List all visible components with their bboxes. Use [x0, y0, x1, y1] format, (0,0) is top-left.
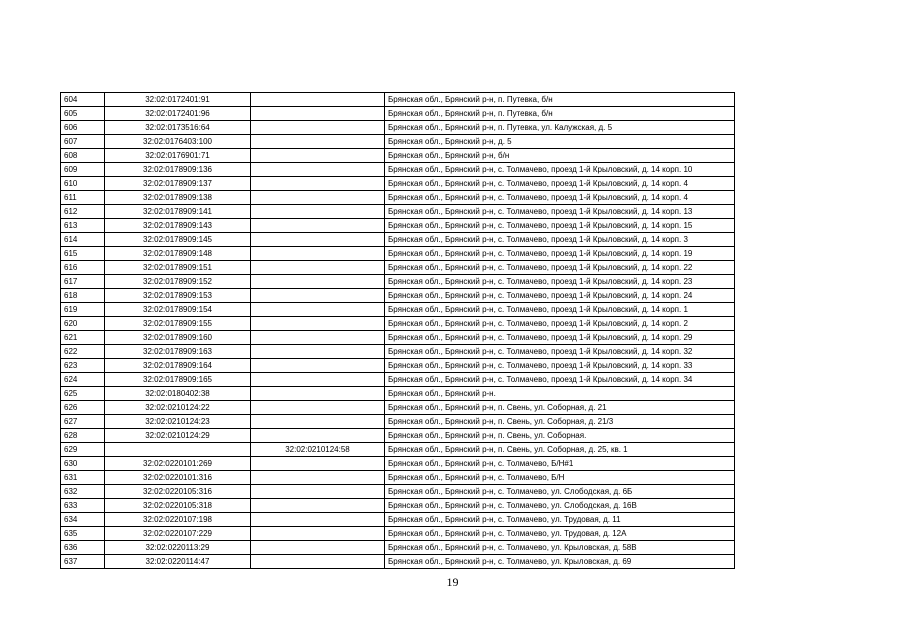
cadastral-number-cell: 32:02:0210124:23: [105, 415, 251, 429]
cadastral-number-cell: 32:02:0220101:316: [105, 471, 251, 485]
row-number-cell: 608: [61, 149, 105, 163]
secondary-cadastral-number-cell: [251, 499, 385, 513]
address-cell: Брянская обл., Брянский р-н, п. Путевка, ул. Калужская, д. 5: [385, 121, 735, 135]
table-row: [61, 429, 735, 443]
address-cell: Брянская обл., Брянский р-н, с. Толмачево, Б/Н#1: [385, 457, 735, 471]
cadastral-number-cell: 32:02:0178909:163: [105, 345, 251, 359]
row-number-cell: 606: [61, 121, 105, 135]
address-cell: Брянская обл., Брянский р-н, с. Толмачево, проезд 1-й Крыловский, д. 14 корп. 23: [385, 275, 735, 289]
table-row: [61, 275, 735, 289]
table-row: [61, 443, 735, 457]
registry-table-body: [61, 93, 735, 569]
address-cell: Брянская обл., Брянский р-н, с. Толмачево, проезд 1-й Крыловский, д. 14 корп. 22: [385, 261, 735, 275]
row-number-cell: 627: [61, 415, 105, 429]
table-row: [61, 191, 735, 205]
row-number-cell: 610: [61, 177, 105, 191]
table-row: [61, 485, 735, 499]
cadastral-number-cell: 32:02:0220113:29: [105, 541, 251, 555]
cadastral-number-cell: 32:02:0178909:148: [105, 247, 251, 261]
address-cell: Брянская обл., Брянский р-н, с. Толмачево, ул. Слободская, д. 16В: [385, 499, 735, 513]
address-cell: Брянская обл., Брянский р-н, с. Толмачево, проезд 1-й Крыловский, д. 14 корп. 24: [385, 289, 735, 303]
address-cell: Брянская обл., Брянский р-н, с. Толмачево, проезд 1-й Крыловский, д. 14 корп. 32: [385, 345, 735, 359]
row-number-cell: 635: [61, 527, 105, 541]
address-cell: Брянская обл., Брянский р-н, с. Толмачево, проезд 1-й Крыловский, д. 14 корп. 33: [385, 359, 735, 373]
row-number-cell: 633: [61, 499, 105, 513]
table-row: [61, 247, 735, 261]
cadastral-number-cell: 32:02:0210124:22: [105, 401, 251, 415]
secondary-cadastral-number-cell: [251, 359, 385, 373]
row-number-cell: 637: [61, 555, 105, 569]
table-row: [61, 415, 735, 429]
secondary-cadastral-number-cell: [251, 485, 385, 499]
row-number-cell: 605: [61, 107, 105, 121]
cadastral-number-cell: [105, 443, 251, 457]
cadastral-number-cell: 32:02:0220107:198: [105, 513, 251, 527]
row-number-cell: 614: [61, 233, 105, 247]
secondary-cadastral-number-cell: [251, 541, 385, 555]
secondary-cadastral-number-cell: [251, 387, 385, 401]
address-cell: Брянская обл., Брянский р-н, с. Толмачево, проезд 1-й Крыловский, д. 14 корп. 13: [385, 205, 735, 219]
page-number: 19: [446, 575, 459, 589]
table-row: [61, 303, 735, 317]
address-cell: Брянская обл., Брянский р-н, б/н: [385, 149, 735, 163]
secondary-cadastral-number-cell: [251, 275, 385, 289]
address-cell: Брянская обл., Брянский р-н, с. Толмачево, ул. Крыловская, д. 58В: [385, 541, 735, 555]
secondary-cadastral-number-cell: [251, 345, 385, 359]
table-row: [61, 317, 735, 331]
row-number-cell: 607: [61, 135, 105, 149]
table-row: [61, 121, 735, 135]
secondary-cadastral-number-cell: [251, 401, 385, 415]
address-cell: Брянская обл., Брянский р-н, д. 5: [385, 135, 735, 149]
property-registry-table: [60, 92, 735, 569]
row-number-cell: 612: [61, 205, 105, 219]
row-number-cell: 613: [61, 219, 105, 233]
row-number-cell: 617: [61, 275, 105, 289]
cadastral-number-cell: 32:02:0178909:165: [105, 373, 251, 387]
row-number-cell: 616: [61, 261, 105, 275]
address-cell: Брянская обл., Брянский р-н, с. Толмачево, проезд 1-й Крыловский, д. 14 корп. 34: [385, 373, 735, 387]
secondary-cadastral-number-cell: [251, 373, 385, 387]
address-cell: Брянская обл., Брянский р-н, с. Толмачево, проезд 1-й Крыловский, д. 14 корп. 10: [385, 163, 735, 177]
row-number-cell: 620: [61, 317, 105, 331]
secondary-cadastral-number-cell: [251, 107, 385, 121]
secondary-cadastral-number-cell: [251, 513, 385, 527]
table-row: [61, 135, 735, 149]
secondary-cadastral-number-cell: [251, 303, 385, 317]
row-number-cell: 629: [61, 443, 105, 457]
address-cell: Брянская обл., Брянский р-н, п. Свень, ул. Соборная, д. 21/3: [385, 415, 735, 429]
address-cell: Брянская обл., Брянский р-н, с. Толмачево, Б/Н: [385, 471, 735, 485]
cadastral-number-cell: 32:02:0178909:136: [105, 163, 251, 177]
secondary-cadastral-number-cell: 32:02:0210124:58: [251, 443, 385, 457]
cadastral-number-cell: 32:02:0172401:96: [105, 107, 251, 121]
secondary-cadastral-number-cell: [251, 191, 385, 205]
secondary-cadastral-number-cell: [251, 317, 385, 331]
address-cell: Брянская обл., Брянский р-н, п. Свень, ул. Соборная, д. 25, кв. 1: [385, 443, 735, 457]
secondary-cadastral-number-cell: [251, 555, 385, 569]
cadastral-number-cell: 32:02:0176403:100: [105, 135, 251, 149]
table-row: [61, 345, 735, 359]
secondary-cadastral-number-cell: [251, 429, 385, 443]
secondary-cadastral-number-cell: [251, 93, 385, 107]
secondary-cadastral-number-cell: [251, 233, 385, 247]
row-number-cell: 630: [61, 457, 105, 471]
row-number-cell: 622: [61, 345, 105, 359]
cadastral-number-cell: 32:02:0176901:71: [105, 149, 251, 163]
address-cell: Брянская обл., Брянский р-н, п. Свень, ул. Соборная, д. 21: [385, 401, 735, 415]
row-number-cell: 623: [61, 359, 105, 373]
table-row: [61, 359, 735, 373]
address-cell: Брянская обл., Брянский р-н, с. Толмачево, проезд 1-й Крыловский, д. 14 корп. 4: [385, 177, 735, 191]
cadastral-number-cell: 32:02:0220114:47: [105, 555, 251, 569]
address-cell: Брянская обл., Брянский р-н, п. Путевка, б/н: [385, 107, 735, 121]
row-number-cell: 619: [61, 303, 105, 317]
row-number-cell: 625: [61, 387, 105, 401]
cadastral-number-cell: 32:02:0178909:153: [105, 289, 251, 303]
table-row: [61, 177, 735, 191]
cadastral-number-cell: 32:02:0178909:143: [105, 219, 251, 233]
table-row: [61, 387, 735, 401]
address-cell: Брянская обл., Брянский р-н, с. Толмачево, ул. Крыловская, д. 69: [385, 555, 735, 569]
cadastral-number-cell: 32:02:0178909:160: [105, 331, 251, 345]
table-row: [61, 261, 735, 275]
secondary-cadastral-number-cell: [251, 135, 385, 149]
row-number-cell: 621: [61, 331, 105, 345]
cadastral-number-cell: 32:02:0178909:155: [105, 317, 251, 331]
table-row: [61, 93, 735, 107]
table-row: [61, 401, 735, 415]
cadastral-number-cell: 32:02:0178909:164: [105, 359, 251, 373]
cadastral-number-cell: 32:02:0173516:64: [105, 121, 251, 135]
cadastral-number-cell: 32:02:0220107:229: [105, 527, 251, 541]
row-number-cell: 631: [61, 471, 105, 485]
secondary-cadastral-number-cell: [251, 331, 385, 345]
table-row: [61, 289, 735, 303]
cadastral-number-cell: 32:02:0178909:151: [105, 261, 251, 275]
cadastral-number-cell: 32:02:0220101:269: [105, 457, 251, 471]
table-row: [61, 219, 735, 233]
cadastral-number-cell: 32:02:0178909:137: [105, 177, 251, 191]
table-row: [61, 499, 735, 513]
row-number-cell: 626: [61, 401, 105, 415]
address-cell: Брянская обл., Брянский р-н, с. Толмачево, проезд 1-й Крыловский, д. 14 корп. 1: [385, 303, 735, 317]
secondary-cadastral-number-cell: [251, 261, 385, 275]
row-number-cell: 618: [61, 289, 105, 303]
table-row: [61, 205, 735, 219]
secondary-cadastral-number-cell: [251, 247, 385, 261]
cadastral-number-cell: 32:02:0178909:138: [105, 191, 251, 205]
cadastral-number-cell: 32:02:0180402:38: [105, 387, 251, 401]
table-row: [61, 331, 735, 345]
secondary-cadastral-number-cell: [251, 177, 385, 191]
table-row: [61, 471, 735, 485]
cadastral-number-cell: 32:02:0178909:154: [105, 303, 251, 317]
table-row: [61, 513, 735, 527]
row-number-cell: 604: [61, 93, 105, 107]
secondary-cadastral-number-cell: [251, 121, 385, 135]
secondary-cadastral-number-cell: [251, 527, 385, 541]
secondary-cadastral-number-cell: [251, 149, 385, 163]
table-row: [61, 373, 735, 387]
secondary-cadastral-number-cell: [251, 219, 385, 233]
row-number-cell: 636: [61, 541, 105, 555]
table-row: [61, 233, 735, 247]
row-number-cell: 632: [61, 485, 105, 499]
secondary-cadastral-number-cell: [251, 163, 385, 177]
address-cell: Брянская обл., Брянский р-н, с. Толмачево, проезд 1-й Крыловский, д. 14 корп. 4: [385, 191, 735, 205]
secondary-cadastral-number-cell: [251, 457, 385, 471]
address-cell: Брянская обл., Брянский р-н, с. Толмачево, проезд 1-й Крыловский, д. 14 корп. 19: [385, 247, 735, 261]
address-cell: Брянская обл., Брянский р-н, с. Толмачево, проезд 1-й Крыловский, д. 14 корп. 29: [385, 331, 735, 345]
address-cell: Брянская обл., Брянский р-н, с. Толмачево, проезд 1-й Крыловский, д. 14 корп. 15: [385, 219, 735, 233]
row-number-cell: 615: [61, 247, 105, 261]
row-number-cell: 628: [61, 429, 105, 443]
table-row: [61, 107, 735, 121]
secondary-cadastral-number-cell: [251, 415, 385, 429]
table-row: [61, 527, 735, 541]
cadastral-number-cell: 32:02:0178909:152: [105, 275, 251, 289]
secondary-cadastral-number-cell: [251, 205, 385, 219]
table-row: [61, 555, 735, 569]
table-row: [61, 163, 735, 177]
address-cell: Брянская обл., Брянский р-н, с. Толмачево, проезд 1-й Крыловский, д. 14 корп. 3: [385, 233, 735, 247]
secondary-cadastral-number-cell: [251, 289, 385, 303]
cadastral-number-cell: 32:02:0220105:318: [105, 499, 251, 513]
secondary-cadastral-number-cell: [251, 471, 385, 485]
cadastral-number-cell: 32:02:0172401:91: [105, 93, 251, 107]
cadastral-number-cell: 32:02:0178909:145: [105, 233, 251, 247]
address-cell: Брянская обл., Брянский р-н, с. Толмачево, ул. Трудовая, д. 12А: [385, 527, 735, 541]
address-cell: Брянская обл., Брянский р-н.: [385, 387, 735, 401]
cadastral-number-cell: 32:02:0220105:316: [105, 485, 251, 499]
cadastral-number-cell: 32:02:0210124:29: [105, 429, 251, 443]
row-number-cell: 624: [61, 373, 105, 387]
address-cell: Брянская обл., Брянский р-н, с. Толмачево, ул. Слободская, д. 6Б: [385, 485, 735, 499]
address-cell: Брянская обл., Брянский р-н, с. Толмачево, ул. Трудовая, д. 11: [385, 513, 735, 527]
cadastral-number-cell: 32:02:0178909:141: [105, 205, 251, 219]
address-cell: Брянская обл., Брянский р-н, п. Свень, ул. Соборная.: [385, 429, 735, 443]
table-row: [61, 149, 735, 163]
row-number-cell: 609: [61, 163, 105, 177]
table-row: [61, 457, 735, 471]
table-row: [61, 541, 735, 555]
address-cell: Брянская обл., Брянский р-н, с. Толмачево, проезд 1-й Крыловский, д. 14 корп. 2: [385, 317, 735, 331]
address-cell: Брянская обл., Брянский р-н, п. Путевка, б/н: [385, 93, 735, 107]
row-number-cell: 634: [61, 513, 105, 527]
row-number-cell: 611: [61, 191, 105, 205]
